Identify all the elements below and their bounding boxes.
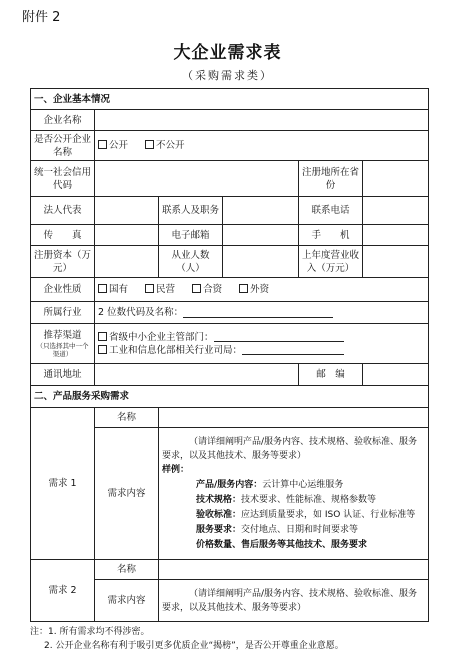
revenue-field[interactable] xyxy=(363,246,429,278)
demand-1-name-field[interactable] xyxy=(159,408,429,428)
capital-field[interactable] xyxy=(95,246,159,278)
demand-2-content-field[interactable] xyxy=(159,580,429,622)
credit-code-label: 统一社会信用代码 xyxy=(31,161,95,197)
mobile-field[interactable] xyxy=(363,225,429,246)
checkbox-icon[interactable] xyxy=(192,284,201,293)
example-item: 验收标准：应达到质量要求，如 ISO 认证、行业标准等 xyxy=(196,509,416,520)
section-purchase-demand: 二、产品服务采购需求 xyxy=(31,386,429,408)
industry-label: 所属行业 xyxy=(31,302,95,324)
legal-rep-field[interactable] xyxy=(95,197,159,225)
address-field[interactable] xyxy=(95,364,299,386)
employees-label: 从业人数（人） xyxy=(159,246,223,278)
fax-label: 传 真 xyxy=(31,225,95,246)
demand-1-name-label: 名称 xyxy=(95,408,159,428)
channel-options xyxy=(95,324,429,364)
public-name-options xyxy=(95,131,429,161)
demand-2-label: 需求 2 xyxy=(31,560,95,622)
reg-place-label: 注册地所在省份 xyxy=(299,161,363,197)
nature-label: 企业性质 xyxy=(31,278,95,302)
checkbox-icon[interactable] xyxy=(98,332,107,341)
checkbox-icon[interactable] xyxy=(98,345,107,354)
demand-form-table xyxy=(30,88,429,622)
postcode-field[interactable] xyxy=(363,364,429,386)
capital-label: 注册资本（万元） xyxy=(31,246,95,278)
example-title: 样例： xyxy=(162,464,190,475)
industry-field[interactable] xyxy=(95,302,429,324)
footnotes xyxy=(30,625,430,653)
page-subtitle: （采购需求类） xyxy=(182,69,273,82)
footnote-2: 2. 公开企业名称有利于吸引更多优质企业“揭榜”，是否公开尊重企业意愿。 xyxy=(44,641,344,651)
phone-field[interactable] xyxy=(363,197,429,225)
address-label: 通讯地址 xyxy=(31,364,95,386)
channel-label: 推荐渠道 xyxy=(43,330,82,341)
channel-option-ministry[interactable]: 工业和信息化部相关行业司局： xyxy=(98,344,425,357)
channel-label-cell xyxy=(31,324,95,364)
email-field[interactable] xyxy=(223,225,299,246)
email-label: 电子邮箱 xyxy=(159,225,223,246)
demand-2-name-label: 名称 xyxy=(95,560,159,580)
example-item: 价格数量、售后服务等其他技术、服务要求 xyxy=(196,539,368,550)
contact-label: 联系人及职务 xyxy=(159,197,223,225)
channel-underline xyxy=(214,332,344,342)
phone-label: 联系电话 xyxy=(299,197,363,225)
demand-2-name-field[interactable] xyxy=(159,560,429,580)
public-no-option[interactable]: 不公开 xyxy=(145,139,185,152)
channel-underline xyxy=(242,345,344,355)
demand-1-content-field[interactable] xyxy=(159,428,429,560)
footnote-1: 注：1. 所有需求均不得涉密。 xyxy=(30,627,150,637)
demand-1-label: 需求 1 xyxy=(31,408,95,560)
example-block xyxy=(162,463,425,553)
demand-1-content-label: 需求内容 xyxy=(95,428,159,560)
checkbox-icon[interactable] xyxy=(145,284,154,293)
checkbox-icon[interactable] xyxy=(239,284,248,293)
contact-field[interactable] xyxy=(223,197,299,225)
public-name-label: 是否公开企业名称 xyxy=(31,131,95,161)
section-basic-info: 一、企业基本情况 xyxy=(31,89,429,110)
demand-2-content-label: 需求内容 xyxy=(95,580,159,622)
channel-note: （只选择其中一个渠道） xyxy=(36,342,89,358)
employees-field[interactable] xyxy=(223,246,299,278)
industry-prompt: 2 位数代码及名称： xyxy=(98,307,184,318)
public-yes-option[interactable]: 公开 xyxy=(98,139,128,152)
mobile-label: 手 机 xyxy=(299,225,363,246)
legal-rep-label: 法人代表 xyxy=(31,197,95,225)
postcode-label: 邮 编 xyxy=(299,364,363,386)
example-item: 产品/服务内容：云计算中心运维服务 xyxy=(196,479,344,490)
demand-2-content-desc: （请详细阐明产品/服务内容、技术规格、验收标准、服务要求，以及其他技术、服务等要求） xyxy=(162,588,418,613)
fax-field[interactable] xyxy=(95,225,159,246)
revenue-label: 上年度营业收入（万元） xyxy=(299,246,363,278)
demand-1-content-desc: （请详细阐明产品/服务内容、技术规格、验收标准、服务要求，以及其他技术、服务等要求） xyxy=(162,436,418,461)
attachment-label: 附件 2 xyxy=(22,10,61,25)
channel-option-province[interactable]: 省级中小企业主管部门： xyxy=(98,331,425,344)
checkbox-icon[interactable] xyxy=(145,140,154,149)
checkbox-icon[interactable] xyxy=(98,284,107,293)
checkbox-icon[interactable] xyxy=(98,140,107,149)
example-item: 技术规格：技术要求、性能标准、规格参数等 xyxy=(196,494,377,505)
nature-option-jv[interactable]: 合资 xyxy=(192,283,222,296)
company-name-label: 企业名称 xyxy=(31,110,95,131)
example-item: 服务要求：交付地点、日期和时间要求等 xyxy=(196,524,359,535)
nature-option-state[interactable]: 国有 xyxy=(98,283,128,296)
nature-option-foreign[interactable]: 外资 xyxy=(239,283,269,296)
nature-option-private[interactable]: 民营 xyxy=(145,283,175,296)
page-title: 大企业需求表 xyxy=(173,43,282,63)
company-name-field[interactable] xyxy=(95,110,429,131)
industry-underline xyxy=(183,308,333,318)
nature-options xyxy=(95,278,429,302)
credit-code-field[interactable] xyxy=(95,161,299,197)
reg-place-field[interactable] xyxy=(363,161,429,197)
